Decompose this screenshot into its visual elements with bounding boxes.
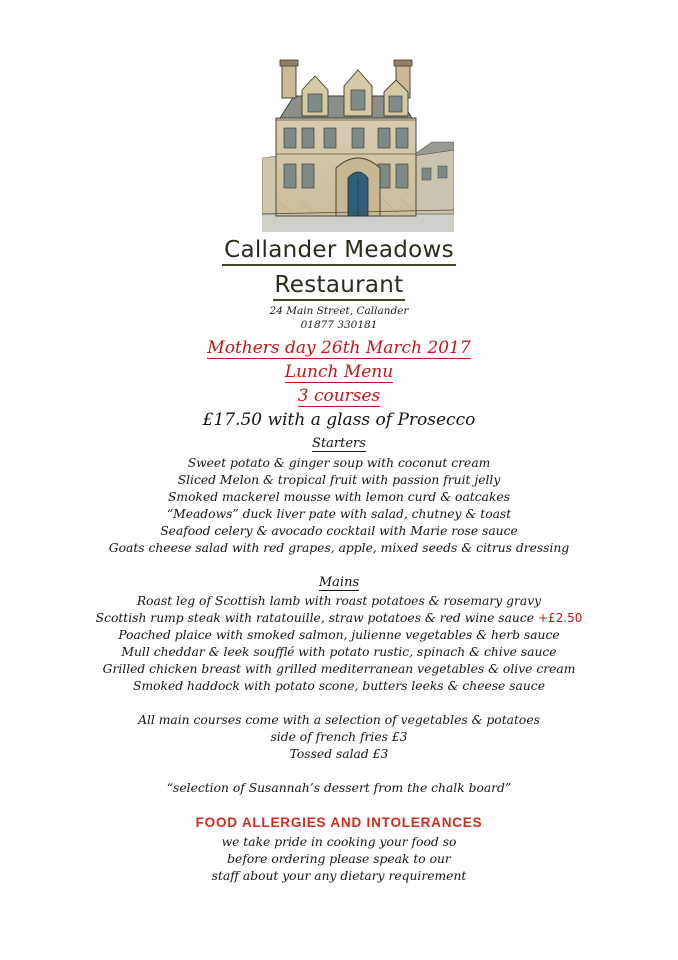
starter-item: Goats cheese salad with red grapes, apple, mixed seeds & citrus dressing (108, 541, 570, 555)
main-item-text: Poached plaice with smoked salmon, julienne vegetables & herb sauce (118, 628, 560, 642)
mains-heading-text: Mains (318, 575, 360, 590)
side-fries: side of french fries £3 (270, 730, 408, 744)
starter-item: Seafood celery & avocado cocktail with Marie rose sauce (160, 524, 518, 538)
courses-label-text: 3 courses (297, 386, 381, 406)
allergy-heading: FOOD ALLERGIES AND INTOLERANCES (195, 815, 483, 830)
main-item (0, 594, 678, 608)
starter-item: Smoked mackerel mousse with lemon curd & oatcakes (168, 490, 510, 504)
main-item (0, 662, 678, 676)
starters-heading (0, 436, 678, 451)
menu-label-text: Lunch Menu (284, 362, 394, 382)
main-item (0, 645, 678, 659)
restaurant-address: 24 Main Street, Callander (269, 305, 409, 317)
main-item-text: Mull cheddar & leek soufflé with potato rustic, spinach & chive sauce (121, 645, 557, 659)
menu-label (0, 362, 678, 382)
event-title-text: Mothers day 26th March 2017 (207, 338, 471, 358)
price-line: £17.50 with a glass of Prosecco (202, 410, 476, 430)
restaurant-name-text: Callander Meadows (222, 237, 456, 266)
courses-label (0, 386, 678, 406)
allergy-line: before ordering please speak to our (227, 852, 451, 866)
main-item (0, 679, 678, 693)
starter-item: Sweet potato & ginger soup with coconut cream (187, 456, 491, 470)
main-item (0, 611, 678, 625)
side-salad: Tossed salad £3 (289, 747, 389, 761)
sides-note: All main courses come with a selection of vegetables & potatoes (138, 713, 540, 727)
restaurant-name (0, 237, 678, 263)
mains-heading (0, 575, 678, 590)
starters-heading-text: Starters (312, 436, 366, 451)
restaurant-type-text: Restaurant (273, 272, 406, 301)
starter-item: Sliced Melon & tropical fruit with passion fruit jelly (177, 473, 501, 487)
restaurant-type (0, 272, 678, 298)
allergy-line: staff about your any dietary requirement (211, 869, 467, 883)
dessert-note: “selection of Susannah’s dessert from the chalk board” (166, 781, 512, 795)
allergy-line: we take pride in cooking your food so (221, 835, 457, 849)
event-title (0, 338, 678, 358)
main-item-text: Roast leg of Scottish lamb with roast potatoes & rosemary gravy (136, 594, 542, 608)
main-item (0, 628, 678, 642)
restaurant-phone: 01877 330181 (300, 319, 378, 331)
supplement-price: +£2.50 (537, 611, 583, 625)
building-illustration (262, 38, 454, 232)
main-item-text: Smoked haddock with potato scone, butters leeks & cheese sauce (133, 679, 545, 693)
main-item-text: Scottish rump steak with ratatouille, straw potatoes & red wine sauce (95, 611, 535, 625)
main-item-text: Grilled chicken breast with grilled mediterranean vegetables & olive cream (102, 662, 576, 676)
starter-item: “Meadows” duck liver pate with salad, chutney & toast (166, 507, 512, 521)
